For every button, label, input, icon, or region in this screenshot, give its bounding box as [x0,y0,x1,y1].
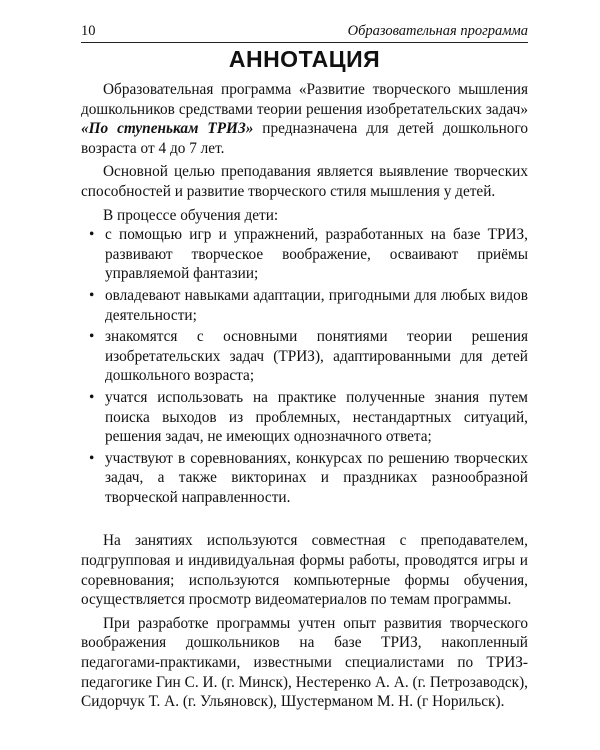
list-item: • участвуют в соревнованиях, конкурсах по решению творческих задач, а также викторинах и праздниках разнообразной творческой направленности. [105,449,528,508]
spacer [81,507,528,531]
program-name: «По ступенькам ТРИЗ» [81,120,254,138]
list-item: • овладевают навыками адаптации, пригодными для любых видов деятельности; [105,286,528,325]
paragraph-goal: Основной целью преподавания является выявление творческих способностей и развитие творческого стиля мышления у детей. [81,163,528,200]
page-number: 10 [81,23,96,39]
paragraph-text: Образовательная программа «Развитие творческого мышления дошкольников средствами теории решения изобретательских задач» [81,81,528,118]
running-title: Образовательная программа [347,23,528,39]
paragraph-experience: При разработке программы учтен опыт развития творческого воображения дошкольников на базе ТРИЗ, накопленный педагогами-практиками, известными специалистами по ТРИЗ-педагогике Гин С. И. (г. Минск), Нестеренко А. А. (г. Петрозаводск), Сидорчук Т. А. (г. Ульяновск), Шустерманом М. Н. (г Норильск). [81,614,528,711]
bullet-list [81,225,528,507]
list-item: • с помощью игр и упражнений, разработанных на базе ТРИЗ, развивают творческое воображение, осваивают приёмы управляемой фантазии; [105,225,528,284]
section-title: АННОТАЦИЯ [228,46,381,72]
list-item: • учатся использовать на практике полученные знания путем поиска выходов из проблемных, нестандартных ситуаций, решения задач, не имеющих однозначного ответа; [105,388,528,447]
paragraph-list-intro: В процессе обучения дети: [103,206,279,224]
document-body [81,80,528,712]
paragraph-program-description [81,80,528,158]
paragraph-work-forms: На занятиях используются совместная с преподавателем, подгрупповая и индивидуальная формы работы, проводятся игры и соревнования; используются компьютерные формы обучения, осуществляется просмотр видеоматериалов по темам программы. [81,532,528,609]
paragraph-text: предназначена для детей дошкольного возраста от 4 до 7 лет. [81,120,528,157]
list-item: • знакомятся с основными понятиями теории решения изобретательских задач (ТРИЗ), адаптированными для детей дошкольного возраста; [105,327,528,386]
page-header [81,20,528,43]
